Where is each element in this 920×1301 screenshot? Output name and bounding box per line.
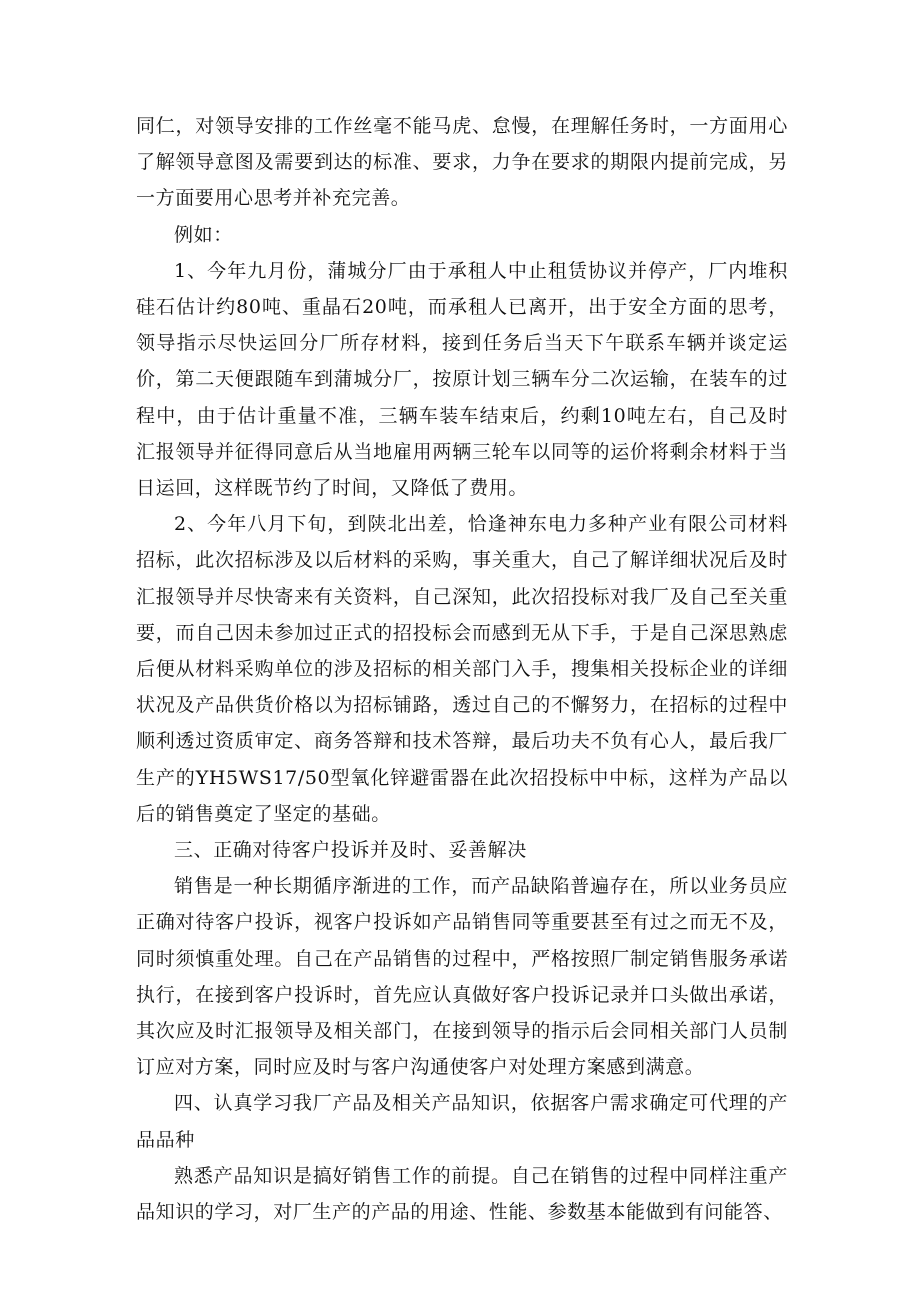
document-body xyxy=(136,108,788,1230)
paragraph-continuation: 同仁，对领导安排的工作丝毫不能马虎、怠慢，在理解任务时，一方面用心了解领导意图及需要到达的标准、要求，力争在要求的期限内提前完成，另一方面要用心思考并补充完善。 xyxy=(136,115,788,210)
paragraph-complaints: 销售是一种长期循序渐进的工作，而产品缺陷普遍存在，所以业务员应正确对待客户投诉，视客户投诉如产品销售同等重要甚至有过之而无不及，同时须慎重处理。自己在产品销售的过程中，严格按照厂制定销售服务承诺执行，在接到客户投诉时，首先应认真做好客户投诉记录并口头做出承诺，其次应及时汇报领导及相关部门，在接到领导的指示后会同相关部门人员制订应对方案，同时应及时与客户沟通使客户对处理方案感到满意。 xyxy=(136,875,788,1079)
paragraph-example-2: 2、今年八月下旬，到陕北出差，恰逢神东电力多种产业有限公司材料招标，此次招标涉及以后材料的采购，事关重大，自己了解详细状况后及时汇报领导并尽快寄来有关资料，自己深知，此次招投标对我厂及自己至关重要，而自己因未参加过正式的招投标会而感到无从下手，于是自己深思熟虑后便从材料采购单位的涉及招标的相关部门入手，搜集相关投标企业的详细状况及产品供货价格以为招标铺路，透过自己的不懈努力，在招标的过程中顺利透过资质审定、商务答辩和技术答辩，最后功夫不负有心人，最后我厂生产的YH5WS17/50型氧化锌避雷器在此次招投标中中标，这样为产品以后的销售奠定了坚定的基础。 xyxy=(136,513,788,825)
section-heading-3: 三、正确对待客户投诉并及时、妥善解决 xyxy=(174,839,527,862)
paragraph-example-1: 1、今年九月份，蒲城分厂由于承租人中止租赁协议并停产，厂内堆积硅石估计约80吨、重晶石20吨，而承租人已离开，出于安全方面的思考，领导指示尽快运回分厂所存材料，接到任务后当天下午联系车辆并谈定运价，第二天便跟随车到蒲城分厂，按原计划三辆车分二次运输，在装车的过程中，由于估计重量不准，三辆车装车结束后，约剩10吨左右，自己及时汇报领导并征得同意后从当地雇用两辆三轮车以同等的运价将剩余材料于当日运回，这样既节约了时间，又降低了费用。 xyxy=(136,259,788,500)
paragraph-example-intro: 例如： xyxy=(174,223,233,246)
paragraph-product-knowledge: 熟悉产品知识是搞好销售工作的前提。自己在销售的过程中同样注重产品知识的学习，对厂生产的产品的用途、性能、参数基本能做到有问能答、 xyxy=(136,1164,788,1224)
section-heading-4: 四、认真学习我厂产品及相关产品知识，依据客户需求确定可代理的产品品种 xyxy=(136,1092,788,1151)
